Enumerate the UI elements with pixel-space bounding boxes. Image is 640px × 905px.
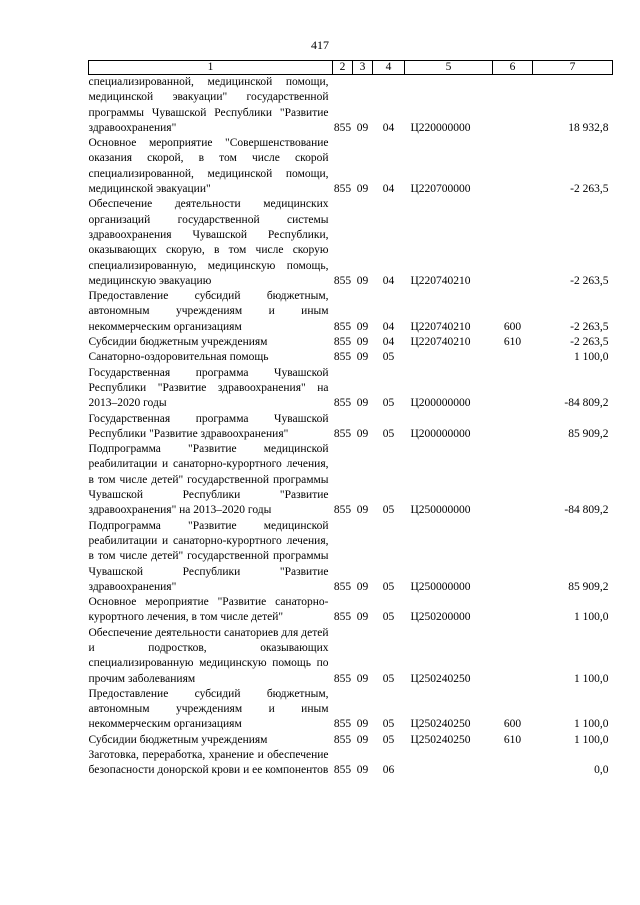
- row-name: Субсидии бюджетным учреждениям: [88, 336, 268, 349]
- row-section: 09: [356, 504, 369, 517]
- row-target-article: [405, 748, 493, 779]
- row-section: 09: [356, 183, 369, 196]
- row-target-article: Ц250240250: [410, 718, 471, 731]
- table-row: [89, 412, 613, 443]
- row-target-article: Ц220000000: [410, 121, 471, 134]
- row-ved: 855: [333, 183, 352, 196]
- row-target-article: Ц200000000: [410, 427, 471, 440]
- budget-table: [88, 60, 613, 779]
- row-subsection: 05: [382, 580, 395, 593]
- table-row: [89, 75, 613, 137]
- row-amount: 0,0: [594, 764, 609, 777]
- row-expense-type: [493, 626, 533, 687]
- row-subsection: 05: [382, 611, 395, 624]
- row-subsection: 04: [382, 320, 395, 333]
- row-amount: 1 100,0: [574, 351, 609, 364]
- row-name: специализированной, медицинской помощи, медицинской эвакуации" государственной программы Чувашской Республики "Развитие здравоохранения": [88, 76, 329, 134]
- row-expense-type: [493, 136, 533, 197]
- row-amount: -2 263,5: [570, 183, 609, 196]
- table-row: [89, 335, 613, 350]
- row-subsection: 04: [382, 336, 395, 349]
- row-target-article: Ц220740210: [410, 320, 471, 333]
- row-subsection: 05: [382, 718, 395, 731]
- header-cell-3: 3: [353, 61, 373, 75]
- row-subsection: 04: [382, 121, 395, 134]
- row-subsection: 05: [382, 672, 395, 685]
- row-ved: 855: [333, 351, 352, 364]
- row-expense-type: 600: [503, 320, 522, 333]
- row-ved: 855: [333, 718, 352, 731]
- table-row: [89, 197, 613, 289]
- row-amount: -84 809,2: [564, 504, 609, 517]
- row-subsection: 05: [382, 733, 395, 746]
- row-name: Санаторно-оздоровительная помощь: [88, 351, 269, 364]
- table-row: [89, 519, 613, 595]
- row-name: Обеспечение деятельности медицинских организаций государственной системы здравоохранения Чувашской Республики, оказывающих скорую, в том числе скорую специализированную, медицинскую помощь, медицинскую эвакуацию: [88, 198, 329, 287]
- row-target-article: Ц250000000: [410, 580, 471, 593]
- row-name: Предоставление субсидий бюджетным, автономным учреждениям и иным некоммерческим организациям: [88, 290, 329, 333]
- header-cell-7: 7: [533, 61, 613, 75]
- row-amount: -2 263,5: [570, 274, 609, 287]
- row-name: Основное мероприятие "Совершенствование оказания скорой, в том числе скорой специализированной, медицинской помощи, медицинской эвакуации": [88, 137, 329, 196]
- row-amount: 1 100,0: [574, 718, 609, 731]
- table-body: [89, 75, 613, 779]
- row-amount: 1 100,0: [574, 611, 609, 624]
- header-cell-5: 5: [405, 61, 493, 75]
- row-subsection: 04: [382, 274, 395, 287]
- row-ved: 855: [333, 504, 352, 517]
- table-row: [89, 136, 613, 197]
- table-row: [89, 442, 613, 518]
- row-name: Заготовка, переработка, хранение и обеспечение безопасности донорской крови и ее компонентов: [88, 749, 329, 777]
- row-amount: -84 809,2: [564, 397, 609, 410]
- row-name: Подпрограмма "Развитие медицинской реабилитации и санаторно-курортного лечения, в том числе детей" государственной программы Чувашской Республики "Развитие здравоохранения" на 2013–2020 годы: [88, 443, 329, 517]
- row-target-article: [405, 350, 493, 365]
- row-target-article: Ц220740210: [410, 336, 471, 349]
- table-row: [89, 733, 613, 748]
- row-section: 09: [356, 580, 369, 593]
- header-cell-2: 2: [333, 61, 353, 75]
- row-ved: 855: [333, 764, 352, 777]
- row-subsection: 06: [382, 764, 395, 777]
- row-expense-type: 610: [503, 336, 522, 349]
- row-amount: 85 909,2: [568, 427, 609, 440]
- row-target-article: Ц250200000: [410, 611, 471, 624]
- row-ved: 855: [333, 274, 352, 287]
- row-ved: 855: [333, 733, 352, 746]
- row-target-article: Ц200000000: [410, 397, 471, 410]
- row-amount: -2 263,5: [570, 336, 609, 349]
- row-amount: 1 100,0: [574, 733, 609, 746]
- table-row: [89, 350, 613, 365]
- row-expense-type: 600: [503, 718, 522, 731]
- row-ved: 855: [333, 121, 352, 134]
- row-target-article: Ц220740210: [410, 274, 471, 287]
- row-expense-type: [493, 75, 533, 137]
- row-ved: 855: [333, 427, 352, 440]
- row-name: Субсидии бюджетным учреждениям: [88, 733, 268, 746]
- row-section: 09: [356, 351, 369, 364]
- row-ved: 855: [333, 611, 352, 624]
- row-section: 09: [356, 320, 369, 333]
- table-row: [89, 687, 613, 733]
- page-number: 417: [311, 38, 329, 52]
- row-name: Обеспечение деятельности санаториев для детей и подростков, оказывающих специализированную медицинскую помощь по прочим заболеваниям: [88, 626, 329, 685]
- row-name: Подпрограмма "Развитие медицинской реабилитации и санаторно-курортного лечения, в том числе детей" государственной программы Чувашской Республики "Развитие здравоохранения": [88, 519, 329, 593]
- table-row: [89, 595, 613, 626]
- row-target-article: Ц250240250: [410, 733, 471, 746]
- row-ved: 855: [333, 580, 352, 593]
- row-section: 09: [356, 611, 369, 624]
- table-header: [89, 61, 613, 75]
- row-target-article: Ц250000000: [410, 504, 471, 517]
- row-ved: 855: [333, 672, 352, 685]
- row-amount: 18 932,8: [568, 121, 609, 134]
- row-section: 09: [356, 121, 369, 134]
- row-amount: 1 100,0: [574, 672, 609, 685]
- row-ved: 855: [333, 397, 352, 410]
- row-name: Государственная программа Чувашской Республики "Развитие здравоохранения": [88, 412, 329, 440]
- row-subsection: 04: [382, 183, 395, 196]
- row-name: Государственная программа Чувашской Республики "Развитие здравоохранения" на 2013–2020 годы: [88, 366, 329, 410]
- row-amount: 85 909,2: [568, 580, 609, 593]
- row-expense-type: [493, 412, 533, 443]
- row-name: Основное мероприятие "Развитие санаторно-курортного лечения, в том числе детей": [88, 596, 329, 624]
- row-subsection: 05: [382, 504, 395, 517]
- header-cell-1: 1: [89, 61, 333, 75]
- row-expense-type: [493, 519, 533, 595]
- row-ved: 855: [333, 336, 352, 349]
- row-section: 09: [356, 427, 369, 440]
- row-subsection: 05: [382, 351, 395, 364]
- row-ved: 855: [333, 320, 352, 333]
- table-row: [89, 366, 613, 412]
- table-row: [89, 748, 613, 779]
- row-section: 09: [356, 764, 369, 777]
- row-target-article: Ц220700000: [410, 183, 471, 196]
- row-name: Предоставление субсидий бюджетным, автономным учреждениям и иным некоммерческим организациям: [88, 687, 329, 731]
- row-expense-type: [493, 366, 533, 412]
- row-section: 09: [356, 672, 369, 685]
- row-expense-type: [493, 197, 533, 289]
- row-section: 09: [356, 336, 369, 349]
- row-amount: -2 263,5: [570, 320, 609, 333]
- row-expense-type: [493, 595, 533, 626]
- row-section: 09: [356, 274, 369, 287]
- row-section: 09: [356, 733, 369, 746]
- row-expense-type: [493, 442, 533, 518]
- row-subsection: 05: [382, 427, 395, 440]
- row-expense-type: [493, 748, 533, 779]
- row-subsection: 05: [382, 397, 395, 410]
- row-section: 09: [356, 718, 369, 731]
- table-row: [89, 626, 613, 687]
- table-row: [89, 289, 613, 335]
- header-cell-6: 6: [493, 61, 533, 75]
- row-expense-type: [493, 350, 533, 365]
- header-cell-4: 4: [373, 61, 405, 75]
- row-expense-type: 610: [503, 733, 522, 746]
- row-target-article: Ц250240250: [410, 672, 471, 685]
- row-section: 09: [356, 397, 369, 410]
